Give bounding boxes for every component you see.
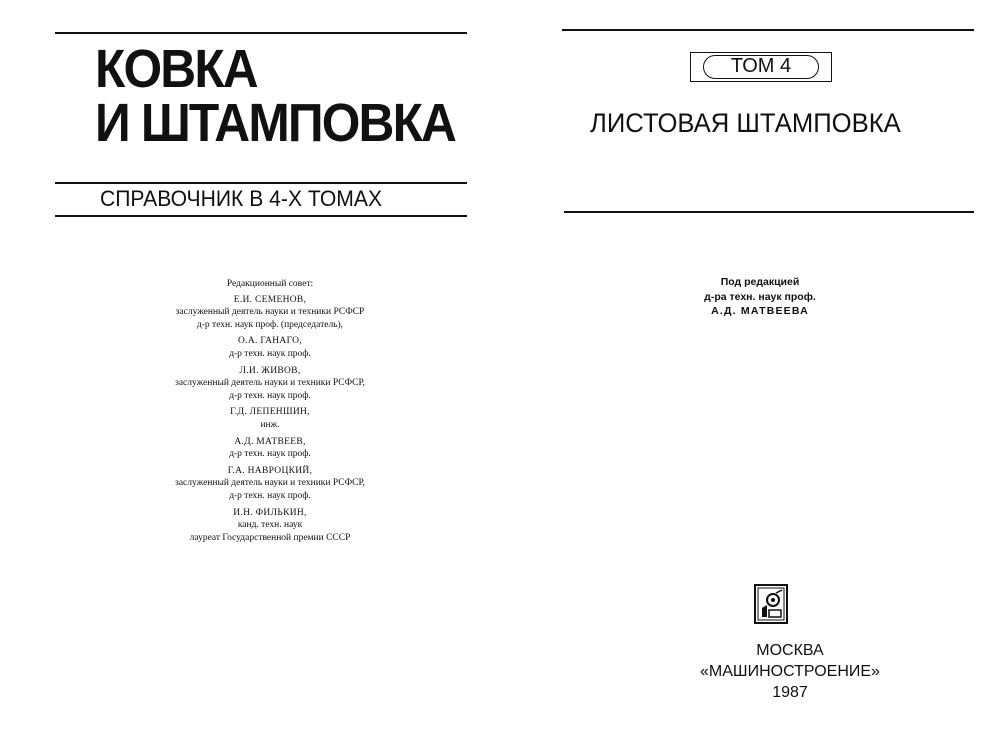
editor-block bbox=[670, 275, 850, 319]
member-name: А.Д. МАТВЕЕВ, bbox=[234, 436, 306, 447]
imprint bbox=[670, 640, 910, 703]
editor-name: А.Д. МАТВЕЕВА bbox=[711, 305, 809, 317]
editorial-council bbox=[120, 278, 420, 548]
title-rule-bottom bbox=[564, 211, 974, 213]
imprint-publisher: «МАШИНОСТРОЕНИЕ» bbox=[700, 663, 880, 680]
volume-title: ЛИСТОВАЯ ШТАМПОВКА bbox=[590, 108, 901, 138]
series-title-line1: КОВКА bbox=[95, 39, 257, 99]
council-member bbox=[120, 436, 420, 461]
imprint-year: 1987 bbox=[772, 684, 808, 701]
member-name: Г.А. НАВРОЦКИЙ, bbox=[227, 465, 313, 476]
member-title: канд. техн. наук bbox=[237, 520, 303, 531]
council-member bbox=[120, 294, 420, 332]
series-title bbox=[95, 39, 456, 153]
member-title: заслуженный деятель науки и техники РСФСР bbox=[175, 307, 365, 318]
top-rule bbox=[55, 32, 467, 34]
subtitle-rule-bottom bbox=[55, 215, 467, 217]
council-member bbox=[120, 465, 420, 503]
subtitle-rule-top bbox=[55, 182, 467, 184]
member-title: д-р техн. наук проф. bbox=[229, 449, 311, 460]
imprint-city: МОСКВА bbox=[756, 642, 824, 659]
series-subtitle: СПРАВОЧНИК В 4-Х ТОМАХ bbox=[100, 186, 383, 211]
top-rule bbox=[562, 29, 974, 31]
member-name: О.А. ГАНАГО, bbox=[238, 336, 302, 347]
council-member bbox=[120, 406, 420, 431]
editor-line: д-ра техн. наук проф. bbox=[704, 290, 816, 303]
council-member bbox=[120, 507, 420, 545]
member-name: И.Н. ФИЛЬКИН, bbox=[233, 507, 307, 518]
member-title: заслуженный деятель науки и техники РСФСР, bbox=[175, 478, 365, 489]
council-heading: Редакционный совет: bbox=[226, 279, 314, 289]
council-member bbox=[120, 335, 420, 360]
member-title: заслуженный деятель науки и техники РСФСР, bbox=[175, 378, 365, 389]
editor-line: Под редакцией bbox=[720, 276, 800, 288]
member-name: Е.И. СЕМЕНОВ, bbox=[233, 294, 307, 305]
member-name: Г.Д. ЛЕПЕНШИН, bbox=[230, 407, 310, 418]
publisher-logo-icon bbox=[754, 584, 788, 624]
member-name: Л.И. ЖИВОВ, bbox=[239, 365, 301, 376]
member-title: инж. bbox=[260, 419, 280, 430]
council-member bbox=[120, 365, 420, 403]
member-title: д-р техн. наук проф. bbox=[229, 390, 311, 401]
series-title-line2: И ШТАМПОВКА bbox=[95, 93, 456, 153]
right-page bbox=[500, 0, 1000, 756]
member-title: лауреат Государственной премии СССР bbox=[189, 532, 351, 543]
volume-box bbox=[690, 52, 832, 82]
member-title: д-р техн. наук проф. bbox=[229, 490, 311, 501]
member-title: д-р техн. наук проф. bbox=[229, 348, 311, 359]
volume-label: ТОМ 4 bbox=[703, 55, 819, 79]
member-title: д-р техн. наук проф. (председатель), bbox=[196, 319, 344, 330]
